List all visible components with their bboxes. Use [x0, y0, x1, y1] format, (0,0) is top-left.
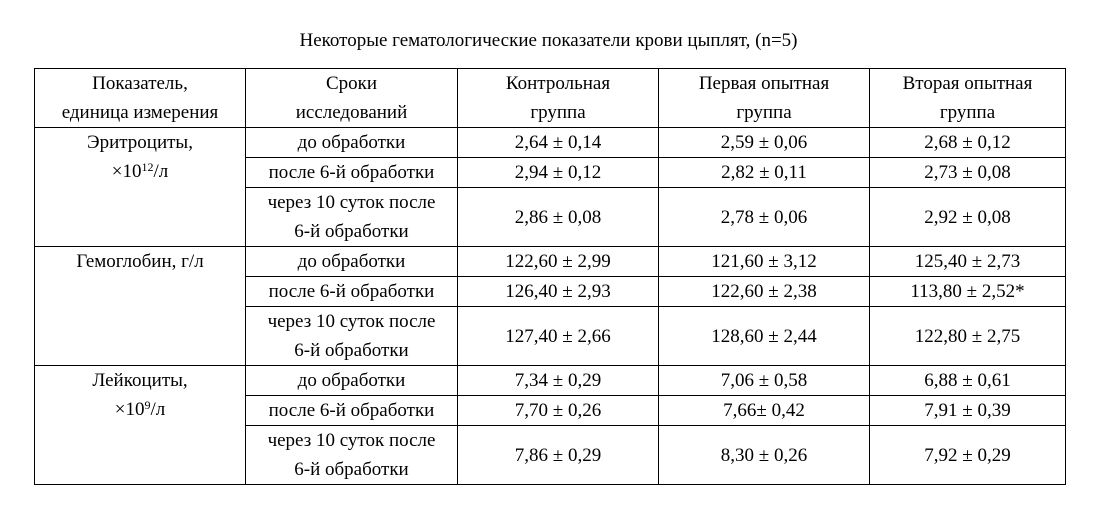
- control-value: 126,40 ± 2,93: [458, 277, 659, 307]
- first-value: 7,06 ± 0,58: [659, 366, 870, 396]
- control-value: 2,64 ± 0,14: [458, 128, 659, 158]
- first-value: 122,60 ± 2,38: [659, 277, 870, 307]
- header-control-line: группа: [530, 102, 586, 123]
- first-value: 2,78 ± 0,06: [659, 188, 870, 247]
- indicator-erythrocytes: [35, 128, 246, 247]
- unit-exponent: 9: [144, 398, 151, 412]
- period-cell: после 6-й обработки: [246, 396, 458, 426]
- header-second-line: Вторая опытная: [902, 73, 1033, 94]
- unit-suffix: /л: [153, 161, 169, 182]
- header-period-line: Сроки: [325, 73, 378, 94]
- period-line: через 10 суток после: [267, 311, 436, 332]
- header-period: [246, 69, 458, 128]
- control-value: 7,34 ± 0,29: [458, 366, 659, 396]
- indicator-unit: [39, 395, 241, 424]
- indicator-hemoglobin: [35, 247, 246, 366]
- second-value: 2,68 ± 0,12: [870, 128, 1066, 158]
- header-indicator-line: Показатель,: [92, 73, 188, 94]
- second-value: 7,91 ± 0,39: [870, 396, 1066, 426]
- header-indicator: [35, 69, 246, 128]
- unit-prefix: ×10: [111, 161, 142, 182]
- first-value: 128,60 ± 2,44: [659, 307, 870, 366]
- first-value: 2,82 ± 0,11: [659, 158, 870, 188]
- table-row: [35, 366, 1066, 396]
- indicator-name: Эритроциты,: [87, 132, 193, 153]
- table-header-row: [35, 69, 1066, 128]
- period-line: через 10 суток после: [267, 430, 436, 451]
- header-control: [458, 69, 659, 128]
- first-value: 7,66± 0,42: [659, 396, 870, 426]
- control-value: 2,86 ± 0,08: [458, 188, 659, 247]
- table-row: [35, 247, 1066, 277]
- period-cell: [246, 307, 458, 366]
- second-value: 2,73 ± 0,08: [870, 158, 1066, 188]
- first-value: 2,59 ± 0,06: [659, 128, 870, 158]
- second-value: 122,80 ± 2,75: [870, 307, 1066, 366]
- period-cell: до обработки: [246, 128, 458, 158]
- header-first: [659, 69, 870, 128]
- control-value: 127,40 ± 2,66: [458, 307, 659, 366]
- table-row: [35, 128, 1066, 158]
- control-value: 122,60 ± 2,99: [458, 247, 659, 277]
- header-indicator-line: единица измерения: [61, 102, 219, 123]
- period-cell: после 6-й обработки: [246, 158, 458, 188]
- second-value: 7,92 ± 0,29: [870, 426, 1066, 485]
- header-second-line: группа: [939, 102, 996, 123]
- period-line: 6-й обработки: [294, 459, 409, 480]
- second-value: 113,80 ± 2,52*: [870, 277, 1066, 307]
- header-first-line: Первая опытная: [698, 73, 830, 94]
- first-value: 121,60 ± 3,12: [659, 247, 870, 277]
- control-value: 7,86 ± 0,29: [458, 426, 659, 485]
- indicator-name: Гемоглобин, г/л: [76, 251, 204, 272]
- unit-exponent: 12: [141, 160, 154, 174]
- hematology-table: [34, 68, 1066, 485]
- second-value: 6,88 ± 0,61: [870, 366, 1066, 396]
- second-value: 2,92 ± 0,08: [870, 188, 1066, 247]
- period-line: через 10 суток после: [267, 192, 436, 213]
- period-cell: после 6-й обработки: [246, 277, 458, 307]
- indicator-unit: [39, 157, 241, 186]
- indicator-leukocytes: [35, 366, 246, 485]
- period-cell: до обработки: [246, 247, 458, 277]
- period-line: 6-й обработки: [294, 221, 409, 242]
- table-caption: Некоторые гематологические показатели крови цыплят, (n=5): [299, 30, 798, 51]
- unit-suffix: /л: [150, 399, 166, 420]
- indicator-name: Лейкоциты,: [92, 370, 188, 391]
- header-first-line: группа: [736, 102, 792, 123]
- header-period-line: исследований: [295, 102, 408, 123]
- control-value: 7,70 ± 0,26: [458, 396, 659, 426]
- control-value: 2,94 ± 0,12: [458, 158, 659, 188]
- second-value: 125,40 ± 2,73: [870, 247, 1066, 277]
- period-cell: до обработки: [246, 366, 458, 396]
- period-cell: [246, 426, 458, 485]
- header-control-line: Контрольная: [505, 73, 611, 94]
- period-cell: [246, 188, 458, 247]
- first-value: 8,30 ± 0,26: [659, 426, 870, 485]
- unit-prefix: ×10: [114, 399, 145, 420]
- header-second: [870, 69, 1066, 128]
- period-line: 6-й обработки: [294, 340, 409, 361]
